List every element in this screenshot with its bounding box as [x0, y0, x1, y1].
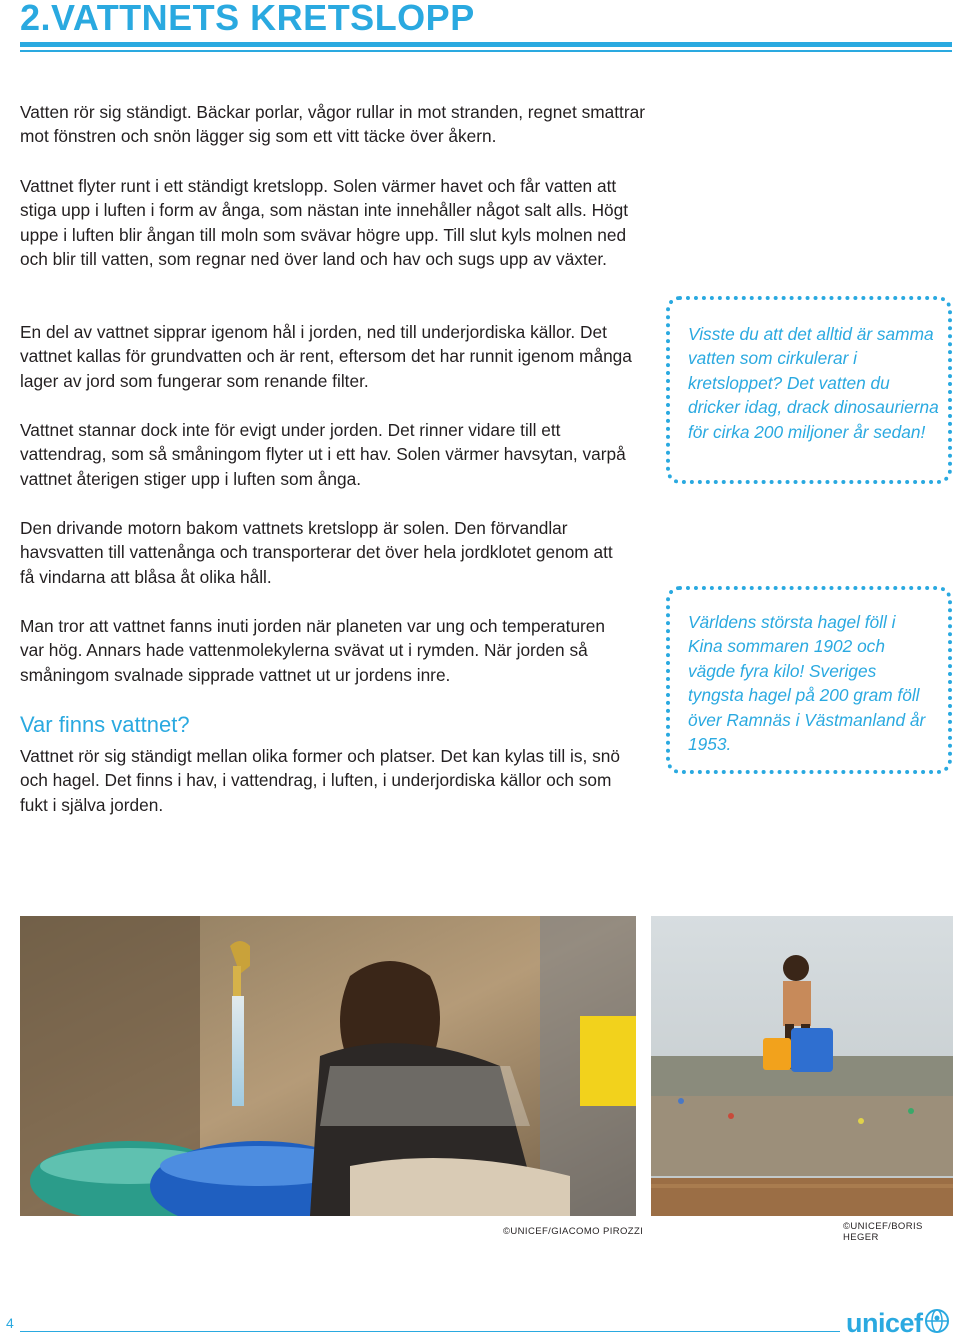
paragraph-groundwater: En del av vattnet sipprar igenom hål i jorden, ned till underjordiska källor. Det vattnet kallas för grundvatten och är rent, eftersom det har runnit igenom många lager av jord som fungerar som renande filter.	[20, 322, 632, 391]
subheading-where-water: Var finns vattnet?	[20, 712, 190, 737]
unicef-logo-text: unicef	[846, 1308, 923, 1338]
fact-text-hail: Världens största hagel föll i Kina sommaren 1902 och vägde fyra kilo! Sveriges tyngsta hagel på 200 gram föll över Ramnäs i Västmanland år 1953.	[688, 612, 926, 755]
photo-boy-washing-hands-image	[20, 916, 636, 1216]
unicef-logo	[846, 1306, 952, 1342]
globe-icon	[924, 1308, 950, 1334]
fact-text-dinosaurs: Visste du att det alltid är samma vatten som cirkulerar i kretsloppet? Det vatten du dricker idag, drack dinosaurierna för cirka 200 miljoner år sedan!	[688, 324, 939, 442]
photo-credit-heger: ©UNICEF/BORIS HEGER	[843, 1221, 923, 1243]
paragraph-where-water: Vattnet rör sig ständigt mellan olika former och platser. Det kan kylas till is, snö och hagel. Det finns i hav, i vattendrag, i luften, i underjordiska källor och som fukt i själva jorden.	[20, 746, 620, 815]
paragraph-origin: Man tror att vattnet fanns inuti jorden när planeten var ung och temperaturen var hög. Annars hade vattenmolekylerna svävat ut i rymden. När jorden så småningom svalnade sipprade vattnet ut ur jordens inre.	[20, 616, 606, 685]
title-rule	[20, 42, 952, 47]
fact-box-dinosaurs	[666, 296, 952, 484]
page-title: 2.VATTNETS KRETSLOPP	[20, 0, 475, 38]
footer-rule	[20, 1331, 840, 1332]
paragraph-cycle: Vattnet flyter runt i ett ständigt kretslopp. Solen värmer havet och får vatten att stiga upp i luften i form av ånga, som nästan inte innehåller något salt alls. Högt uppe i luften blir ångan till moln som svävar högre upp. Till slut kyls molnen ned och blir till vatten, som regnar ned över land och hav och sugs upp av växter.	[20, 176, 629, 270]
fact-box-hail	[666, 586, 952, 774]
photo-boy-carrying-water	[651, 916, 953, 1216]
page-number: 4	[6, 1315, 14, 1331]
paragraph-underground: Vattnet stannar dock inte för evigt under jorden. Det rinner vidare till ett vattendrag, som så småningom flyter ut i ett hav. Solen värmer havsytan, varpå vattnet återigen stiger upp i luften som ånga.	[20, 420, 626, 489]
photo-boy-carrying-water-image	[651, 916, 953, 1216]
title-rule-thin	[20, 50, 952, 52]
paragraph-intro: Vatten rör sig ständigt. Bäckar porlar, vågor rullar in mot stranden, regnet smattrar mot fönstren och snön lägger sig som ett vitt täcke över åkern.	[20, 102, 645, 147]
photo-credit-pirozzi: ©UNICEF/GIACOMO PIROZZI	[503, 1226, 644, 1237]
photo-boy-washing-hands	[20, 916, 636, 1216]
paragraph-sun: Den drivande motorn bakom vattnets kretslopp är solen. Den förvandlar havsvatten till vattenånga och transporterar det över hela jordklotet genom att få vindarna att blåsa åt olika håll.	[20, 518, 613, 587]
